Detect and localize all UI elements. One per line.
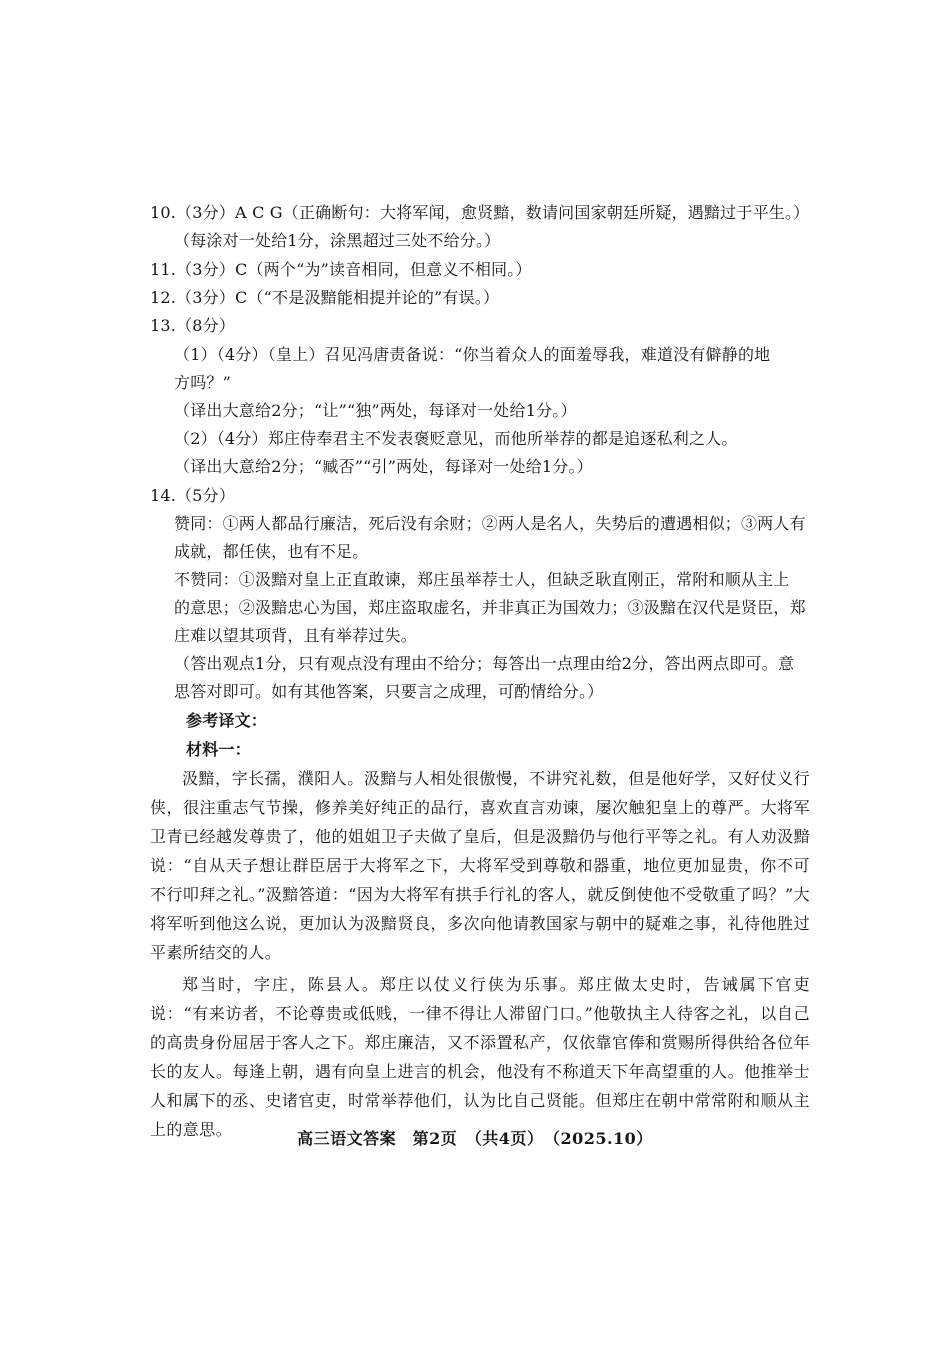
translation-paragraph-1: 汲黯，字长孺，濮阳人。汲黯与人相处很傲慢，不讲究礼数，但是他好学，又好仗义行侠，很注重志气节操，修养美好纯正的品行，喜欢直言劝谏，屡次触犯皇上的尊严。大将军卫青已经越发尊贵了，他的姐姐卫子夫做了皇后，但是汲黯仍与他行平等之礼。有人劝汲黯说：“自从天子想让群臣居于大将军之下，大将军受到尊敬和器重，地位更加显贵，你不可不行叩拜之礼。”汲黯答道：“因为大将军有拱手行礼的客人，就反倒使他不受敬重了吗？”大将军听到他这么说，更加认为汲黯贤良，多次向他请教国家与朝中的疑难之事，礼待他胜过平素所结交的人。	[150, 769, 810, 962]
q14-heading: 14.（5分）	[150, 486, 236, 505]
q13-part1-translation-cont: 方吗？”	[174, 373, 231, 392]
q13-heading: 13.（8分）	[150, 316, 236, 335]
translation-paragraph-2: 郑当时，字庄，陈县人。郑庄以仗义行侠为乐事。郑庄做太史时，告诫属下官吏说：“有来访者，不论尊贵或低贱，一律不得让人滞留门口。”他敬执主人待客之礼，以自己的高贵身份屈居于客人之下。郑庄廉洁，又不添置私产，仅依靠官俸和赏赐所得供给各位年长的友人。每逢上朝，遇有向皇上进言的机会，他没有不称道天下年高望重的人。他推举士人和属下的丞、史诸官吏，时常举荐他们，认为比自己贤能。但郑庄在朝中常常附和顺从主上的意思。	[150, 975, 810, 1139]
q14-scoring-note: （答出观点1分，只有观点没有理由不给分；每答出一点理由给2分，答出两点即可。意	[174, 654, 795, 673]
q14-disagree: 不赞同：①汲黯对皇上正直敢谏，郑庄虽举荐士人，但缺乏耿直刚正，常附和顺从主上	[174, 570, 790, 589]
q14-disagree-cont: 的意思；②汲黯忠心为国，郑庄盗取虚名，并非真正为国效力；③汲黯在汉代是贤臣，郑	[174, 598, 806, 617]
q14-disagree-cont2: 庄难以望其项背，且有举荐过失。	[174, 626, 418, 645]
q10-answer: 10.（3分）A C G（正确断句：大将军闻，愈贤黯，数请问国家朝廷所疑，遇黯过于平生。）	[150, 203, 810, 222]
q10-scoring-note: （每涂对一处给1分，涂黑超过三处不给分。）	[174, 231, 501, 250]
q11-answer: 11.（3分）C（两个“为”读音相同，但意义不相同。）	[150, 260, 532, 279]
q13-part2-scoring: （译出大意给2分；“臧否”“引”两处，每译对一处给1分。）	[174, 457, 593, 476]
q14-agree: 赞同：①两人都品行廉洁，死后没有余财；②两人是名人，失势后的遭遇相似；③两人有	[174, 514, 806, 533]
material-one-label: 材料一：	[186, 740, 251, 759]
q13-part1-scoring: （译出大意给2分；“让”“独”两处，每译对一处给1分。）	[174, 401, 577, 420]
q14-agree-cont: 成就，都任侠，也有不足。	[174, 542, 369, 561]
q14-scoring-note-cont: 思答对即可。如有其他答案，只要言之成理，可酌情给分。）	[174, 682, 604, 701]
q12-answer: 12.（3分）C（“不是汲黯能相提并论的”有误。）	[150, 288, 500, 307]
q13-part2-translation: （2）（4分）郑庄侍奉君主不发表褒贬意见，而他所举荐的都是追逐私利之人。	[174, 429, 738, 448]
q13-part1-translation: （1）（4分）（皇上）召见冯唐责备说：“你当着众人的面羞辱我，难道没有僻静的地	[174, 345, 771, 364]
page-footer: 高三语文答案 第2页 （共4页） （2025.10）	[297, 1129, 653, 1148]
translation-heading: 参考译文：	[186, 711, 268, 730]
